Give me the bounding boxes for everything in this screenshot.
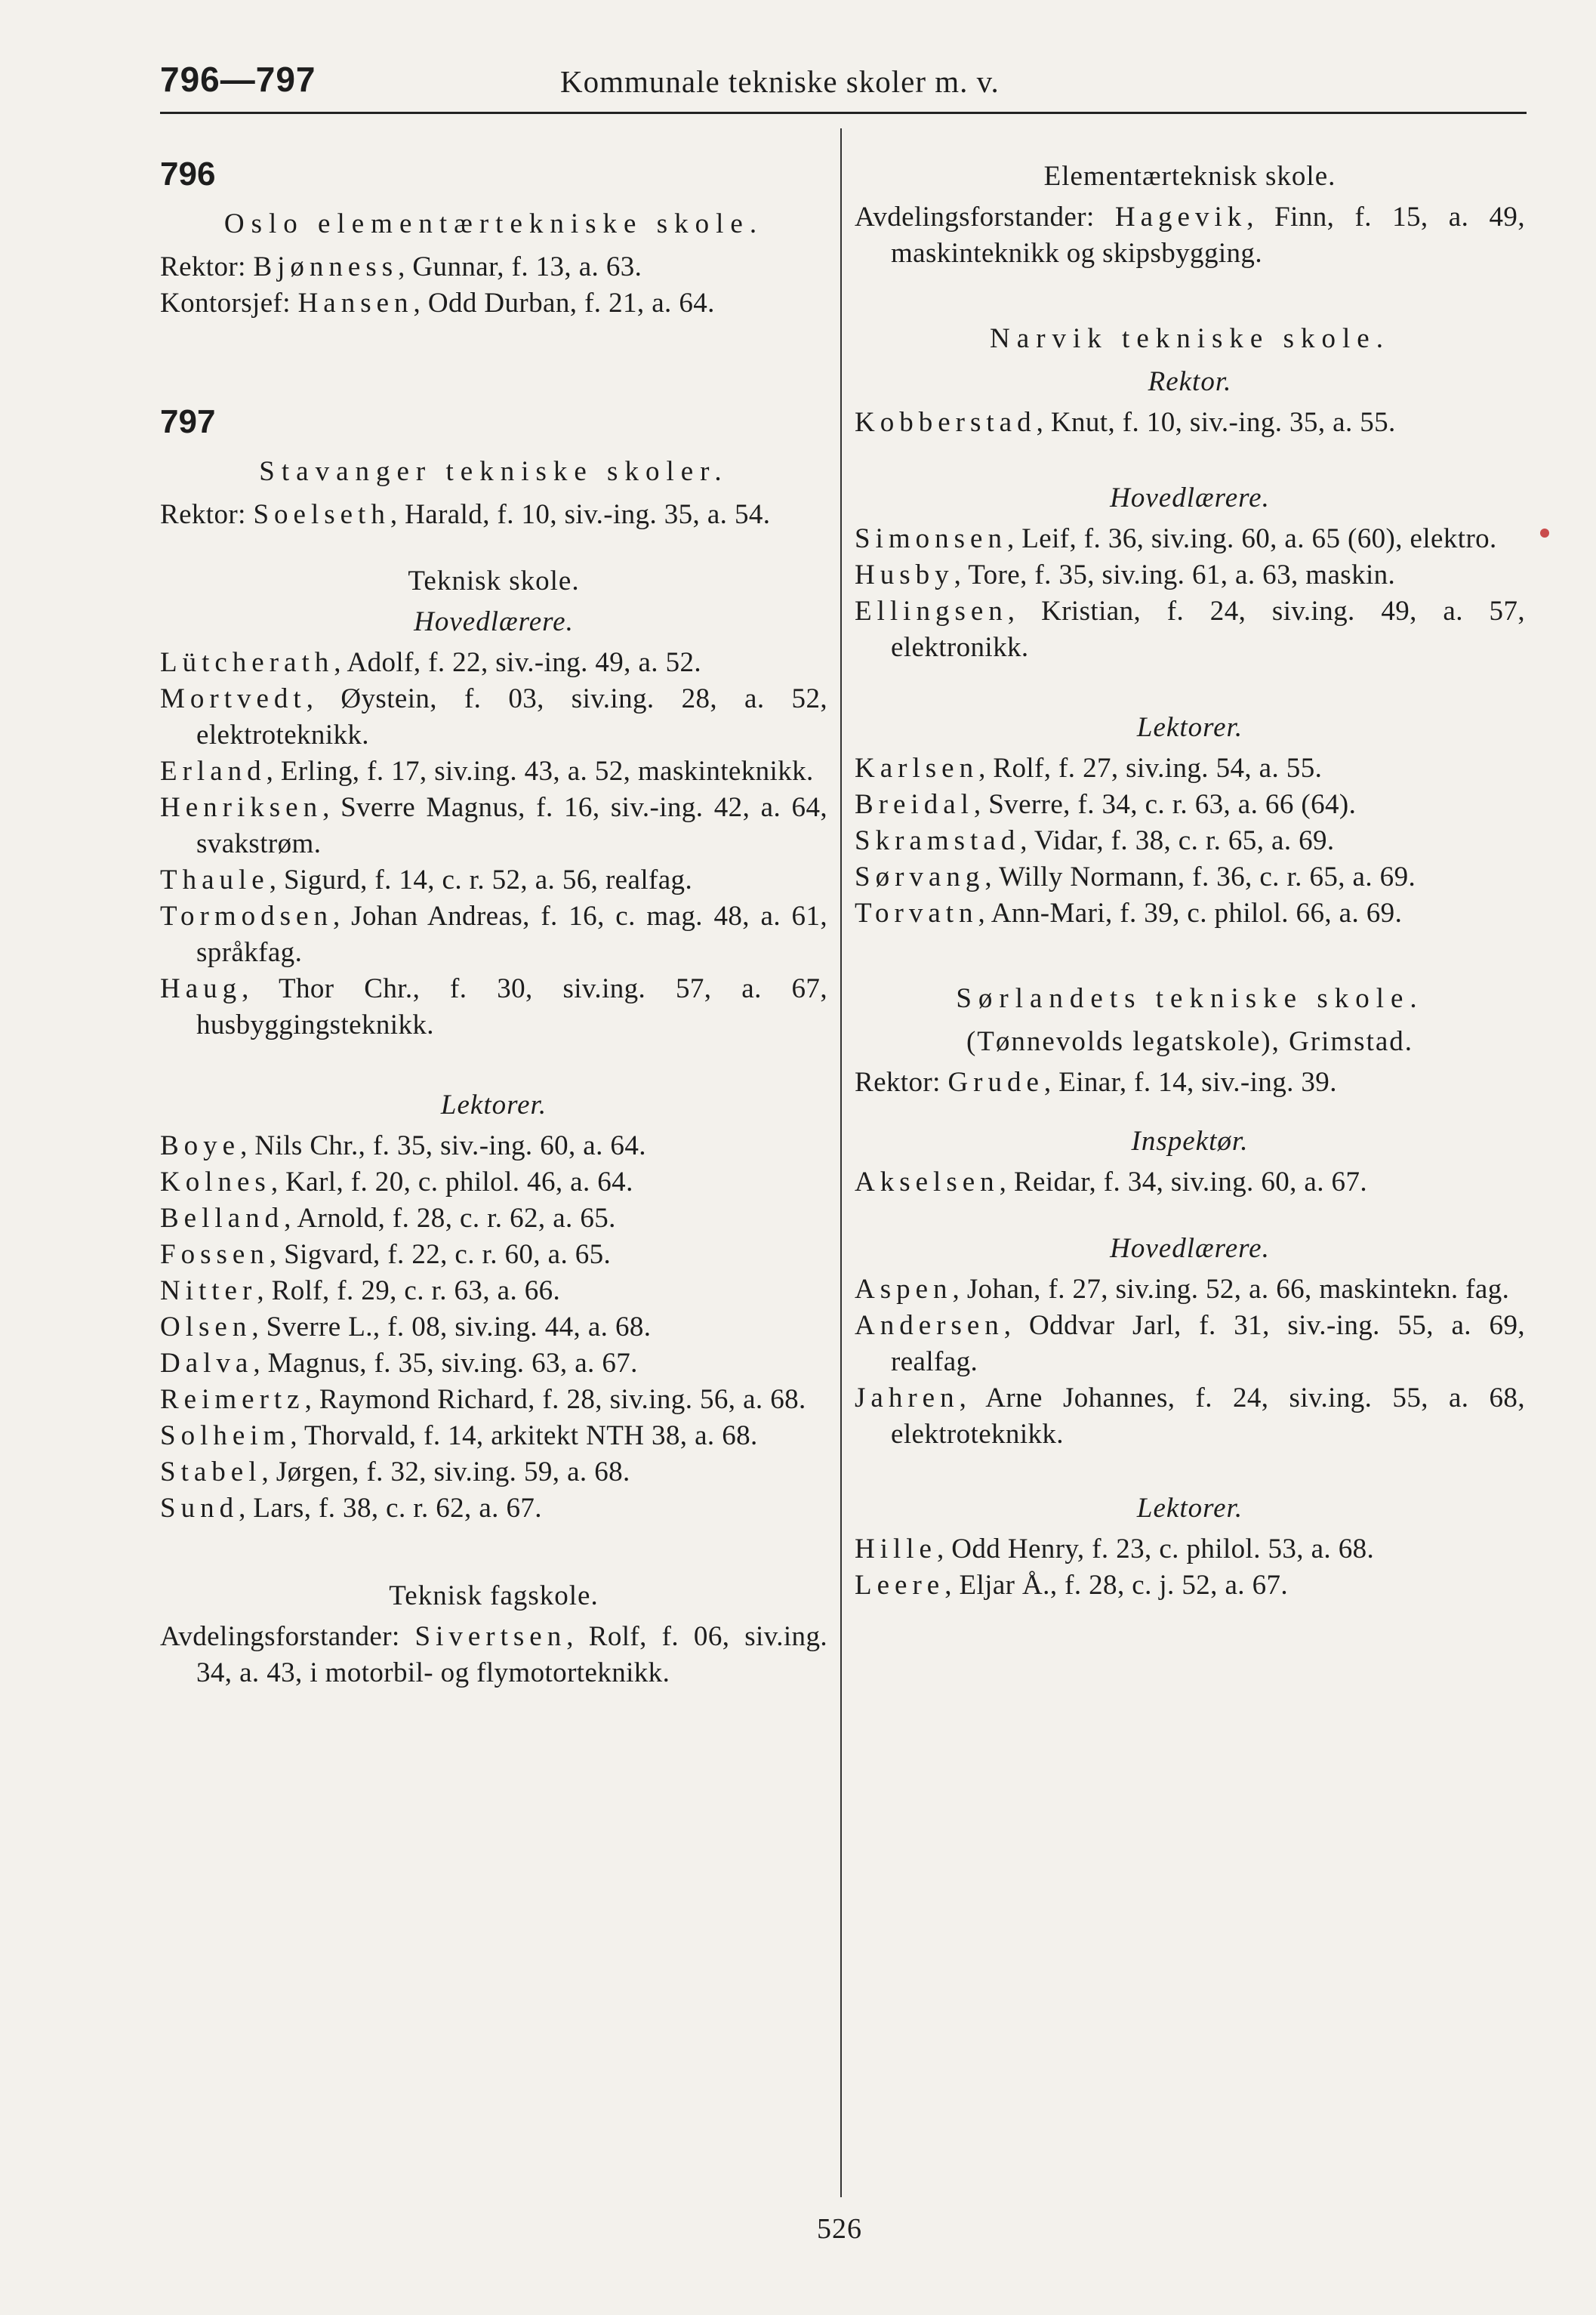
entry-surname: Nitter: [160, 1275, 257, 1306]
entry-rektor-stavanger: [160, 497, 827, 533]
entry-surname: Olsen: [160, 1312, 252, 1342]
entry-avdelingsforstander-fagskole: [160, 1619, 827, 1691]
list-lektorer-narvik: [855, 751, 1525, 932]
entry-surname: Haug: [160, 973, 242, 1004]
section-hovedlaerere: Hovedlærere.: [414, 606, 574, 637]
entry-details: , Sverre Magnus, f. 16, siv.-ing. 42, a. 64, svakstrøm.: [196, 792, 827, 859]
entry-avdelingsforstander-elementaer: [855, 199, 1525, 272]
list-item: [160, 754, 827, 790]
entry-surname: Karlsen: [855, 753, 979, 784]
section-hovedlaerere-narvik: Hovedlærere.: [1110, 482, 1270, 513]
entry-kontorsjef-oslo: [160, 285, 827, 322]
entry-surname: Soelseth: [253, 499, 390, 530]
entry-surname: Hille: [855, 1534, 937, 1564]
entry-details: , Odd Durban, f. 21, a. 64.: [413, 288, 715, 319]
institution-title-stavanger: Stavanger tekniske skoler.: [259, 456, 729, 487]
section-lektorer-narvik: Lektorer.: [1136, 712, 1243, 743]
entry-surname: Hagevik: [1114, 202, 1247, 233]
entry-surname: Torvatn: [855, 898, 978, 929]
entry-details: , Johan, f. 27, siv.ing. 52, a. 66, maskintekn. fag.: [952, 1274, 1510, 1305]
entry-surname: Andersen: [855, 1310, 1004, 1341]
list-item: [160, 899, 827, 971]
entry-surname: Solheim: [160, 1420, 291, 1451]
section-hovedlaerere-sorlandet: Hovedlærere.: [1110, 1233, 1270, 1264]
list-item: [160, 1490, 827, 1527]
entry-details: , Reidar, f. 34, siv.ing. 60, a. 67.: [999, 1167, 1367, 1198]
entry-details: , Johan Andreas, f. 16, c. mag. 48, a. 61, språkfag.: [196, 901, 827, 968]
list-item: [855, 823, 1525, 859]
list-item: [160, 645, 827, 681]
entry-details: , Knut, f. 10, siv.-ing. 35, a. 55.: [1036, 407, 1396, 438]
entry-surname: Simonsen: [855, 523, 1007, 554]
entry-details: , Adolf, f. 22, siv.-ing. 49, a. 52.: [334, 647, 702, 678]
page-number: 526: [817, 2213, 862, 2245]
list-item: [160, 1128, 827, 1164]
entry-surname: Stabel: [160, 1457, 262, 1487]
entry-range: 796—797: [160, 60, 316, 99]
list-item: [855, 521, 1525, 557]
entry-role: Kontorsjef:: [160, 288, 298, 319]
entry-surname: Tormodsen: [160, 901, 333, 932]
header-rule: [160, 112, 1527, 114]
list-item: [160, 1309, 827, 1346]
list-item: [160, 1237, 827, 1273]
entry-details: , Kristian, f. 24, siv.ing. 49, a. 57, elektronikk.: [891, 596, 1525, 663]
entry-details: , Erling, f. 17, siv.ing. 43, a. 52, maskinteknikk.: [266, 756, 814, 787]
entry-details: , Øystein, f. 03, siv.ing. 28, a. 52, elektroteknikk.: [196, 683, 827, 751]
entry-details: , Gunnar, f. 13, a. 63.: [398, 251, 642, 282]
entry-surname: Breidal: [855, 789, 974, 820]
list-item: [160, 862, 827, 899]
entry-surname: Bjønness: [253, 251, 399, 282]
right-column: [855, 143, 1525, 1604]
list-item: [160, 1164, 827, 1201]
entry-surname: Dalva: [160, 1348, 254, 1379]
subheading-teknisk-fagskole: Teknisk fagskole.: [389, 1580, 599, 1611]
entry-number-796: 796: [160, 156, 216, 193]
entry-role: Rektor:: [160, 499, 254, 530]
entry-details: , Thor Chr., f. 30, siv.ing. 57, a. 67, husbyggingsteknikk.: [196, 973, 827, 1040]
list-hovedlaerere-sorlandet: [855, 1272, 1525, 1453]
entry-surname: Thaule: [160, 865, 270, 895]
entry-role: Rektor:: [855, 1067, 948, 1098]
entry-details: , Sverre L., f. 08, siv.ing. 44, a. 68.: [251, 1312, 652, 1342]
entry-details: , Sigvard, f. 22, c. r. 60, a. 65.: [269, 1239, 612, 1270]
entry-role: Rektor:: [160, 251, 254, 282]
entry-surname: Fossen: [160, 1239, 270, 1270]
list-item: [160, 1382, 827, 1418]
list-item: [160, 790, 827, 862]
entry-details: , Rolf, f. 06, siv.ing. 34, a. 43, i motorbil- og flymotorteknikk.: [196, 1621, 828, 1688]
entry-details: , Karl, f. 20, c. philol. 46, a. 64.: [270, 1167, 633, 1198]
entry-details: , Nils Chr., f. 35, siv.-ing. 60, a. 64.: [240, 1130, 646, 1161]
entry-details: , Einar, f. 14, siv.-ing. 39.: [1043, 1067, 1337, 1098]
list-item: [855, 859, 1525, 895]
entry-details: , Odd Henry, f. 23, c. philol. 53, a. 68.: [936, 1534, 1375, 1564]
entry-surname: Akselsen: [855, 1167, 1000, 1198]
entry-details: , Rolf, f. 27, siv.ing. 54, a. 55.: [978, 753, 1323, 784]
entry-surname: Sund: [160, 1493, 239, 1524]
entry-role: Avdelingsforstander:: [855, 202, 1115, 233]
entry-surname: Skramstad: [855, 825, 1021, 856]
section-lektorer: Lektorer.: [440, 1090, 547, 1121]
list-hovedlaerere-stavanger: [160, 645, 827, 1043]
entry-surname: Henriksen: [160, 792, 323, 823]
list-item: [855, 1272, 1525, 1308]
entry-surname: Hansen: [297, 288, 414, 319]
list-item: [160, 971, 827, 1043]
section-rektor: Rektor.: [1148, 366, 1232, 397]
subheading-elementaerteknisk: Elementærteknisk skole.: [1043, 161, 1336, 192]
entry-surname: Lütcherath: [160, 647, 334, 678]
list-lektorer-sorlandet: [855, 1531, 1525, 1604]
institution-title-narvik: Narvik tekniske skole.: [990, 323, 1390, 354]
institution-title-sorlandet: Sørlandets tekniske skole.: [956, 983, 1424, 1014]
list-item: [855, 895, 1525, 932]
subheading-teknisk-skole: Teknisk skole.: [408, 566, 580, 596]
entry-number-797: 797: [160, 403, 216, 440]
list-item: [855, 787, 1525, 823]
list-item: [855, 1380, 1525, 1453]
list-item: [855, 1567, 1525, 1604]
entry-surname: Jahren: [855, 1383, 960, 1413]
institution-subtitle-sorlandet: (Tønnevolds legatskole), Grimstad.: [966, 1026, 1414, 1057]
entry-details: , Sigurd, f. 14, c. r. 52, a. 56, realfag.: [269, 865, 693, 895]
entry-surname: Leere: [855, 1570, 945, 1601]
list-item: [855, 1308, 1525, 1380]
entry-details: , Tore, f. 35, siv.ing. 61, a. 63, maskin.: [954, 559, 1396, 590]
list-hovedlaerere-narvik: [855, 521, 1525, 666]
entry-details: , Lars, f. 38, c. r. 62, a. 67.: [239, 1493, 542, 1524]
entry-details: , Sverre, f. 34, c. r. 63, a. 66 (64).: [973, 789, 1357, 820]
list-item: [855, 557, 1525, 593]
entry-details: , Thorvald, f. 14, arkitekt NTH 38, a. 68.: [290, 1420, 758, 1451]
left-column: [160, 143, 827, 1691]
entry-surname: Husby: [855, 559, 954, 590]
list-item: [160, 1418, 827, 1454]
entry-inspektor: [855, 1164, 1525, 1201]
entry-details: , Leif, f. 36, siv.ing. 60, a. 65 (60), elektro.: [1006, 523, 1497, 554]
entry-details: , Magnus, f. 35, siv.ing. 63, a. 67.: [253, 1348, 638, 1379]
section-lektorer-sorlandet: Lektorer.: [1136, 1493, 1243, 1524]
entry-details: , Vidar, f. 38, c. r. 65, a. 69.: [1020, 825, 1335, 856]
entry-surname: Kobberstad: [855, 407, 1037, 438]
entry-details: , Arnold, f. 28, c. r. 62, a. 65.: [284, 1203, 616, 1234]
page-header: [160, 59, 1527, 112]
entry-details: , Willy Normann, f. 36, c. r. 65, a. 69.: [984, 862, 1416, 892]
list-item: [160, 1273, 827, 1309]
entry-surname: Belland: [160, 1203, 285, 1234]
entry-role: Avdelingsforstander:: [160, 1621, 415, 1652]
entry-surname: Sivertsen: [414, 1621, 567, 1652]
entry-details: , Rolf, f. 29, c. r. 63, a. 66.: [257, 1275, 561, 1306]
list-item: [160, 681, 827, 754]
entry-surname: Sørvang: [855, 862, 985, 892]
entry-surname: Ellingsen: [855, 596, 1008, 627]
list-item: [855, 751, 1525, 787]
entry-surname: Erland: [160, 756, 267, 787]
institution-title-oslo: Oslo elementærtekniske skole.: [223, 208, 764, 239]
entry-rektor-oslo: [160, 249, 827, 285]
entry-surname: Mortvedt: [160, 683, 307, 714]
list-item: [160, 1201, 827, 1237]
entry-rektor-sorlandet: [855, 1065, 1525, 1101]
entry-details: , Arne Johannes, f. 24, siv.ing. 55, a. 68, elektroteknikk.: [891, 1383, 1525, 1450]
entry-surname: Boye: [160, 1130, 241, 1161]
entry-rektor-narvik: [855, 405, 1525, 441]
running-title: Kommunale tekniske skoler m. v.: [560, 64, 1000, 99]
entry-surname: Reimertz: [160, 1384, 305, 1415]
entry-details: , Raymond Richard, f. 28, siv.ing. 56, a. 68.: [304, 1384, 806, 1415]
list-lektorer-stavanger: [160, 1128, 827, 1527]
entry-surname: Grude: [947, 1067, 1044, 1098]
ink-dot: [1540, 529, 1549, 538]
entry-details: , Jørgen, f. 32, siv.ing. 59, a. 68.: [261, 1457, 630, 1487]
list-item: [160, 1346, 827, 1382]
column-divider: [840, 128, 842, 2197]
entry-surname: Aspen: [855, 1274, 953, 1305]
entry-details: , Ann-Mari, f. 39, c. philol. 66, a. 69.: [978, 898, 1403, 929]
list-item: [160, 1454, 827, 1490]
list-item: [855, 593, 1525, 666]
entry-details: , Oddvar Jarl, f. 31, siv.-ing. 55, a. 69, realfag.: [891, 1310, 1525, 1377]
entry-details: , Harald, f. 10, siv.-ing. 35, a. 54.: [390, 499, 771, 530]
section-inspektor: Inspektør.: [1131, 1126, 1249, 1157]
entry-details: , Finn, f. 15, a. 49, maskinteknikk og skipsbygging.: [891, 202, 1525, 269]
entry-details: , Eljar Å., f. 28, c. j. 52, a. 67.: [944, 1570, 1289, 1601]
entry-surname: Kolnes: [160, 1167, 271, 1198]
list-item: [855, 1531, 1525, 1567]
